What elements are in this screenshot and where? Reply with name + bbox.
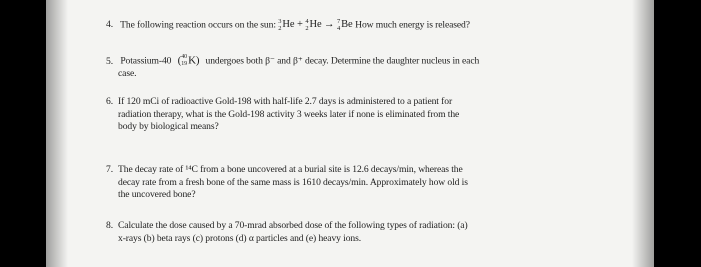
question-number: 6. <box>106 96 113 107</box>
question-line: x-rays (b) beta rays (c) protons (d) α particles and (e) heavy ions. <box>118 232 362 244</box>
question-line: Calculate the dose caused by a 70-mrad absorbed dose of the following types of radiation: (a) <box>118 220 468 231</box>
question-line: case. <box>118 68 137 80</box>
question-suffix: How much energy is released? <box>355 19 470 31</box>
question-number: 5. <box>106 55 113 67</box>
question-number: 7. <box>106 164 113 175</box>
question-5 <box>106 54 654 81</box>
question-7 <box>106 164 654 202</box>
question-line: the uncovered bone? <box>118 189 196 201</box>
left-shadow <box>46 0 68 267</box>
question-line: undergoes both β⁻ and β⁺ decay. Determine the daughter nucleus in each <box>205 55 480 67</box>
question-prefix: The following reaction occurs on the sun: <box>120 19 276 31</box>
potassium-40-isotope: ( 40 19 K) <box>177 54 200 67</box>
question-number: 4. <box>106 19 113 31</box>
fusion-reaction: 3 2 He + 4 2 He → 7 4 Be <box>278 18 353 32</box>
question-line: radiation therapy, what is the Gold-198 activity 3 weeks later if none is eliminated from the <box>118 108 460 120</box>
helium-4-isotope: 4 2 <box>305 18 309 32</box>
question-8 <box>106 220 654 245</box>
question-6 <box>106 96 654 134</box>
question-line: The decay rate of ¹⁴C from a bone uncovered at a burial site is 12.6 decays/min, whereas the <box>118 164 463 175</box>
question-number: 8. <box>106 220 113 231</box>
question-line: decay rate from a fresh bone of the same mass is 1610 decays/min. Approximately how old is <box>118 176 468 188</box>
question-4 <box>106 18 654 32</box>
homework-sheet <box>46 0 654 267</box>
helium-3-isotope: 3 2 <box>278 18 282 32</box>
beryllium-7-isotope: 7 4 <box>336 18 341 32</box>
question-prefix: Potassium-40 <box>120 55 172 67</box>
question-line: body by biological means? <box>118 121 219 133</box>
question-line: If 120 mCi of radioactive Gold-198 with half-life 2.7 days is administered to a patient for <box>118 96 453 107</box>
